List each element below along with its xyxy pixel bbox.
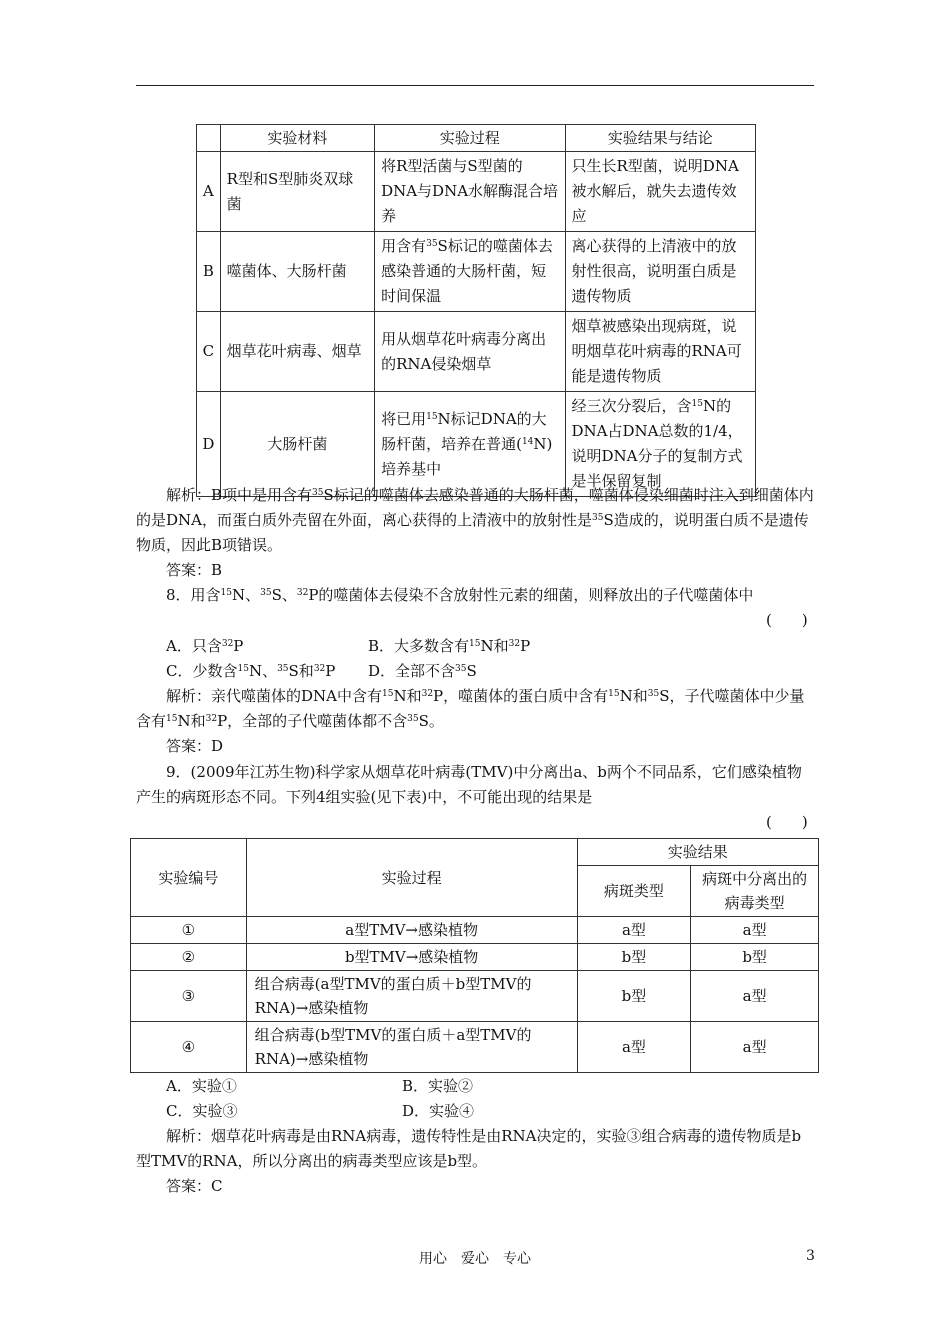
q8-answer-bracket: ( ) (766, 611, 808, 629)
q9-stem: 9．(2009年江苏生物)科学家从烟草花叶病毒(TMV)中分离出a、b两个不同品系，它们感染植物产生的病斑形态不同。下列4组实验(见下表)中，不可能出现的结果是 (136, 763, 802, 806)
header-cell: 实验结果 (577, 839, 818, 866)
row-id: D (197, 392, 221, 497)
exp-no: ③ (131, 971, 247, 1022)
exp-process: 组合病毒(b型TMV的蛋白质＋a型TMV的RNA)→感染植物 (246, 1022, 577, 1073)
exp-process: 组合病毒(a型TMV的蛋白质＋b型TMV的RNA)→感染植物 (246, 971, 577, 1022)
footer-text: 用心 爱心 专心 (419, 1251, 531, 1267)
header-cell: 病斑中分离出的病毒类型 (691, 866, 819, 917)
table-header-row (197, 125, 756, 152)
exp-process: b型TMV→感染植物 (246, 944, 577, 971)
material-cell: 噬菌体、大肠杆菌 (220, 232, 374, 312)
q7-analysis: 解析：B项中是用含有$^{35}$S标记的噬菌体去感染普通的大肠杆菌，噬菌体侵染细菌时注入到细菌体内的是DNA，而蛋白质外壳留在外面，离心获得的上清液中的放射性是$^{35}$S造成的，说明蛋白质不是遗传物质，因此B项错误。 (136, 486, 814, 554)
table-row (197, 232, 756, 312)
table-row (131, 1022, 819, 1073)
page-number: 3 (806, 1248, 815, 1264)
exp-process: a型TMV→感染植物 (246, 917, 577, 944)
q9-option-c: C．实验③ (166, 1102, 238, 1120)
q8-stem: 8．用含$^{15}$N、$^{35}$S、$^{32}$P的噬菌体去侵染不含放射性元素的细菌，则释放出的子代噬菌体中 (166, 586, 754, 604)
q9-analysis: 解析：烟草花叶病毒是由RNA病毒，遗传特性是由RNA决定的，实验③组合病毒的遗传物质是b型TMV的RNA，所以分离出的病毒类型应该是b型。 (136, 1127, 802, 1170)
process-cell: 用从烟草花叶病毒分离出的RNA侵染烟草 (375, 312, 565, 392)
header-cell: 实验结果与结论 (565, 125, 755, 152)
material-cell: 大肠杆菌 (220, 392, 374, 497)
q8-option-b: B．大多数含有$^{15}$N和$^{32}$P (368, 637, 531, 655)
process-cell: 将R型活菌与S型菌的DNA与DNA水解酶混合培养 (375, 152, 565, 232)
header-cell: 实验过程 (375, 125, 565, 152)
q9-option-d: D．实验④ (402, 1102, 475, 1120)
table-header-row (131, 839, 819, 866)
experiment-table (196, 124, 756, 497)
virus-type: a型 (691, 917, 819, 944)
process-cell: 将已用$^{15}$N标记DNA的大肠杆菌，培养在普通($^{14}$N)培养基中 (375, 392, 565, 497)
material-cell: 烟草花叶病毒、烟草 (220, 312, 374, 392)
header-cell: 实验材料 (220, 125, 374, 152)
tmv-experiment-table (130, 838, 819, 1073)
header-cell (197, 125, 221, 152)
exp-no: ④ (131, 1022, 247, 1073)
lesion-type: b型 (577, 971, 691, 1022)
lesion-type: a型 (577, 1022, 691, 1073)
table-row (197, 312, 756, 392)
row-id: B (197, 232, 221, 312)
q9-answer: 答案：C (166, 1177, 223, 1195)
table-row (197, 152, 756, 232)
row-id: C (197, 312, 221, 392)
table-row (197, 392, 756, 497)
virus-type: a型 (691, 1022, 819, 1073)
q9-option-a: A．实验① (166, 1077, 237, 1095)
q9-option-b: B．实验② (402, 1077, 474, 1095)
table-row (131, 971, 819, 1022)
q7-answer: 答案：B (166, 561, 223, 579)
table-row (131, 944, 819, 971)
q8-analysis: 解析：亲代噬菌体的DNA中含有$^{15}$N和$^{32}$P，噬菌体的蛋白质中含有$^{15}$N和$^{35}$S，子代噬菌体中少量含有$^{15}$N和$^{32}$P，全部的子代噬菌体都不含$^{35}$S。 (136, 687, 805, 730)
result-cell: 只生长R型菌，说明DNA被水解后，就失去遗传效应 (565, 152, 755, 232)
lesion-type: a型 (577, 917, 691, 944)
q8-option-a: A．只含$^{32}$P (166, 637, 244, 655)
header-cell: 实验过程 (246, 839, 577, 917)
q8-answer: 答案：D (166, 737, 224, 755)
exp-no: ② (131, 944, 247, 971)
q8-option-c: C．少数含$^{15}$N、$^{35}$S和$^{32}$P (166, 662, 336, 680)
material-cell: R型和S型肺炎双球菌 (220, 152, 374, 232)
result-cell: 烟草被感染出现病斑，说明烟草花叶病毒的RNA可能是遗传物质 (565, 312, 755, 392)
process-cell: 用含有$^{35}$S标记的噬菌体去感染普通的大肠杆菌，短时间保温 (375, 232, 565, 312)
lesion-type: b型 (577, 944, 691, 971)
virus-type: a型 (691, 971, 819, 1022)
header-rule (136, 85, 814, 86)
table-row (131, 917, 819, 944)
header-cell: 实验编号 (131, 839, 247, 917)
exp-no: ① (131, 917, 247, 944)
q9-answer-bracket: ( ) (766, 813, 808, 831)
q8-option-d: D．全部不含$^{35}$S (368, 662, 477, 680)
header-cell: 病斑类型 (577, 866, 691, 917)
result-cell: 经三次分裂后，含$^{15}$N的DNA占DNA总数的1/4，说明DNA分子的复制方式是半保留复制 (565, 392, 755, 497)
row-id: A (197, 152, 221, 232)
result-cell: 离心获得的上清液中的放射性很高，说明蛋白质是遗传物质 (565, 232, 755, 312)
virus-type: b型 (691, 944, 819, 971)
